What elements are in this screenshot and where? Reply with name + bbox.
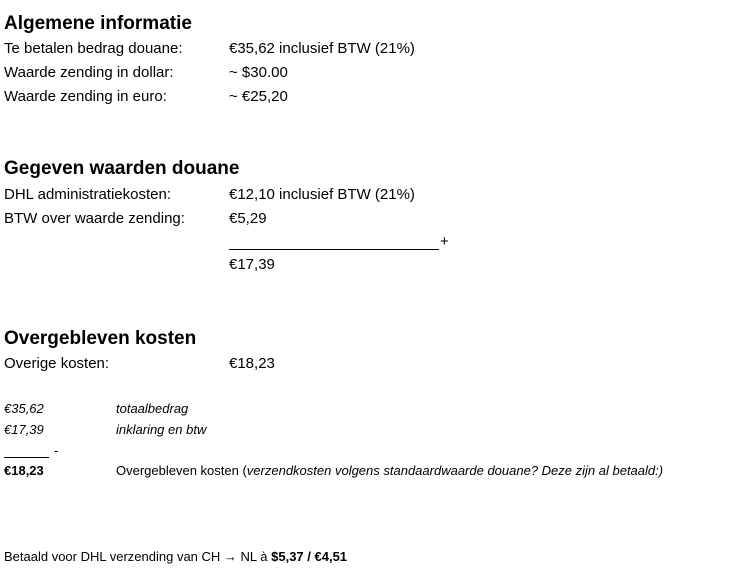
row-value: ~ $30.00 — [229, 64, 288, 81]
calc-amount: €17,39 — [4, 422, 44, 437]
calc-result-desc-prefix: Overgebleven kosten ( — [116, 463, 247, 478]
footer-prefix: Betaald voor DHL verzending van CH — [4, 549, 224, 564]
calc-result-desc — [116, 463, 663, 478]
row-label: Te betalen bedrag douane: — [4, 40, 183, 57]
row-value: ~ €25,20 — [229, 88, 288, 105]
plus-sign: + — [440, 233, 449, 250]
customs-total: €17,39 — [229, 256, 275, 273]
row-label: Overige kosten: — [4, 355, 110, 372]
arrow-icon: → — [223, 549, 237, 564]
section-title-customs: Gegeven waarden douane — [4, 158, 240, 179]
section-title-general: Algemene informatie — [4, 13, 192, 34]
calc-line — [4, 457, 49, 458]
calc-result-desc-italic: verzendkosten volgens standaardwaarde douane? Deze zijn al betaald:) — [246, 463, 664, 478]
calc-result-amount: €18,23 — [4, 463, 44, 478]
row-label: DHL administratiekosten: — [4, 186, 172, 203]
sum-line — [229, 249, 439, 250]
footer-amount: $5,37 / €4,51 — [271, 549, 348, 564]
minus-sign: - — [54, 443, 59, 458]
calc-desc: totaalbedrag — [116, 401, 189, 416]
row-label: Waarde zending in dollar: — [4, 64, 174, 81]
row-value: €35,62 inclusief BTW (21%) — [229, 40, 415, 57]
row-value: €12,10 inclusief BTW (21%) — [229, 186, 415, 203]
row-value: €5,29 — [229, 210, 267, 227]
footer-middle: NL à — [236, 549, 272, 564]
calc-desc: inklaring en btw — [116, 422, 207, 437]
section-title-remaining: Overgebleven kosten — [4, 328, 197, 349]
calc-amount: €35,62 — [4, 401, 44, 416]
row-value: €18,23 — [229, 355, 275, 372]
row-label: BTW over waarde zending: — [4, 210, 185, 227]
footer-note — [4, 549, 347, 564]
row-label: Waarde zending in euro: — [4, 88, 167, 105]
